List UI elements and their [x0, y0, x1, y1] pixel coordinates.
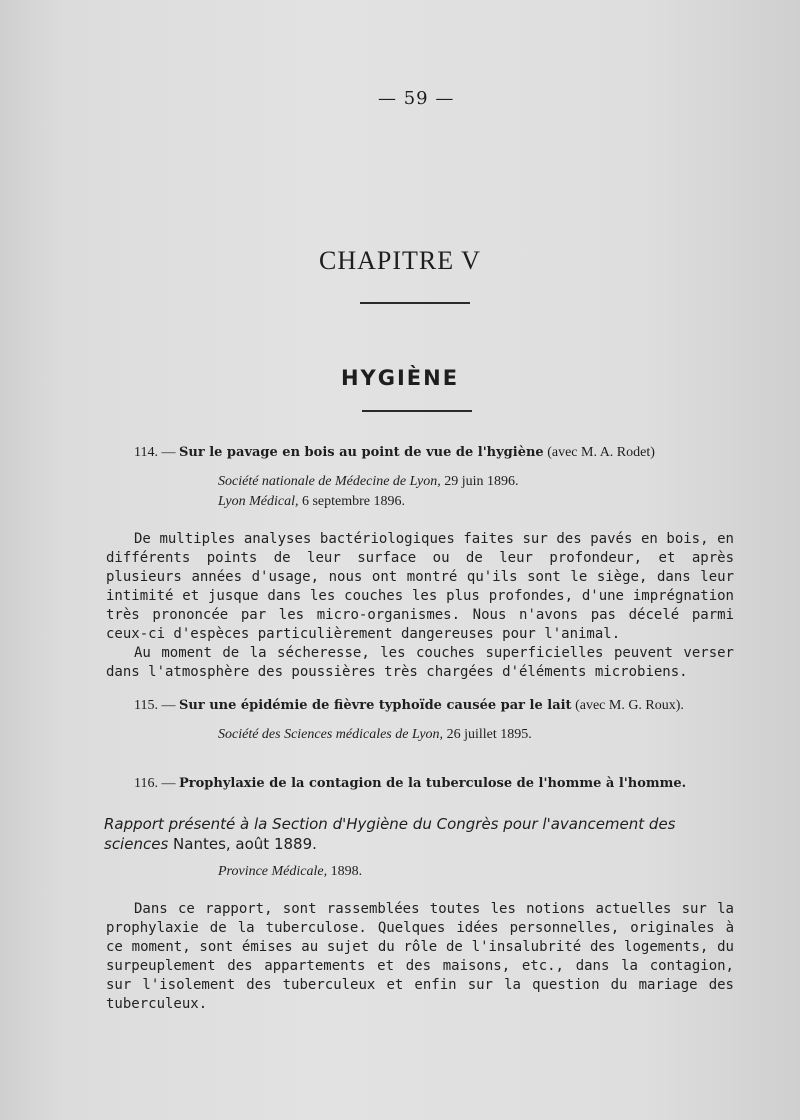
paragraph: Au moment de la sécheresse, les couches superficielles peuvent verser dans l'atmosphère des poussières très chargées d'éléments microbiens.	[106, 645, 734, 680]
entry-114-heading	[134, 445, 655, 461]
section-rule	[362, 410, 472, 412]
citation-date: 26 juillet 1895.	[446, 727, 532, 742]
entry-116-heading	[134, 776, 686, 792]
citation-date: 6 septembre 1896.	[301, 494, 405, 509]
entry-114-body	[106, 530, 734, 682]
entry-116-body	[106, 900, 734, 1014]
entry-coauthor: (avec M. G. Roux).	[575, 698, 684, 713]
citation-date: 1898.	[330, 864, 363, 879]
paragraph: De multiples analyses bactériologiques faites sur des pavés en bois, en différents points de leur surface ou de leur profondeur, et après plusieurs années d'usage, nous ont montré qu'ils sont le siège, dans leur intimité et jusque dans les couches les plus profondes, d'une imprégnation très prononcée par les micro-organismes. Nous n'avons pas décelé parmi ceux-ci d'espèces particulièrement dangereuses pour l'animal.	[106, 531, 734, 642]
entry-116-citation	[218, 864, 362, 880]
entry-116-rapport	[104, 814, 734, 854]
citation-source: Province Médicale,	[218, 864, 328, 879]
section-heading: HYGIÈNE	[340, 366, 460, 390]
rapport-title: Rapport présenté à la Section d'Hygiène du Congrès pour l'avancement des sciences	[104, 815, 676, 853]
entry-coauthor: (avec M. A. Rodet)	[547, 445, 655, 460]
citation-date: 29 juin 1896.	[444, 474, 519, 489]
chapter-heading: CHAPITRE V	[319, 246, 481, 275]
entry-number: 116. —	[134, 776, 176, 791]
entry-114-citation-2	[218, 494, 405, 510]
citation-source: Société des Sciences médicales de Lyon,	[218, 727, 444, 742]
entry-115-citation	[218, 727, 532, 743]
entry-number: 114. —	[134, 445, 176, 460]
entry-number: 115. —	[134, 698, 176, 713]
entry-title: Prophylaxie de la contagion de la tuberculose de l'homme à l'homme.	[178, 776, 687, 791]
citation-source: Société nationale de Médecine de Lyon,	[218, 474, 441, 489]
paragraph: Dans ce rapport, sont rassemblées toutes les notions actuelles sur la prophylaxie de la tuberculose. Quelques idées personnelles, originales à ce moment, sont émises au sujet du rôle de l'insalubrité des logements, du surpeuplement des appartements et des maisons, etc., dans la contagion, sur l'isolement des tuberculeux et enfin sur la question du mariage des tuberculeux.	[106, 901, 734, 1012]
entry-114-citation-1	[218, 474, 519, 490]
rapport-place-date: Nantes, août 1889.	[173, 835, 317, 853]
citation-source: Lyon Médical,	[218, 494, 299, 509]
entry-title: Sur une épidémie de fièvre typhoïde causée par le lait	[178, 698, 572, 713]
entry-title: Sur le pavage en bois au point de vue de l'hygiène	[178, 445, 544, 460]
entry-115-heading	[134, 698, 684, 714]
page-number: — 59 —	[378, 88, 455, 109]
chapter-rule	[360, 302, 470, 304]
